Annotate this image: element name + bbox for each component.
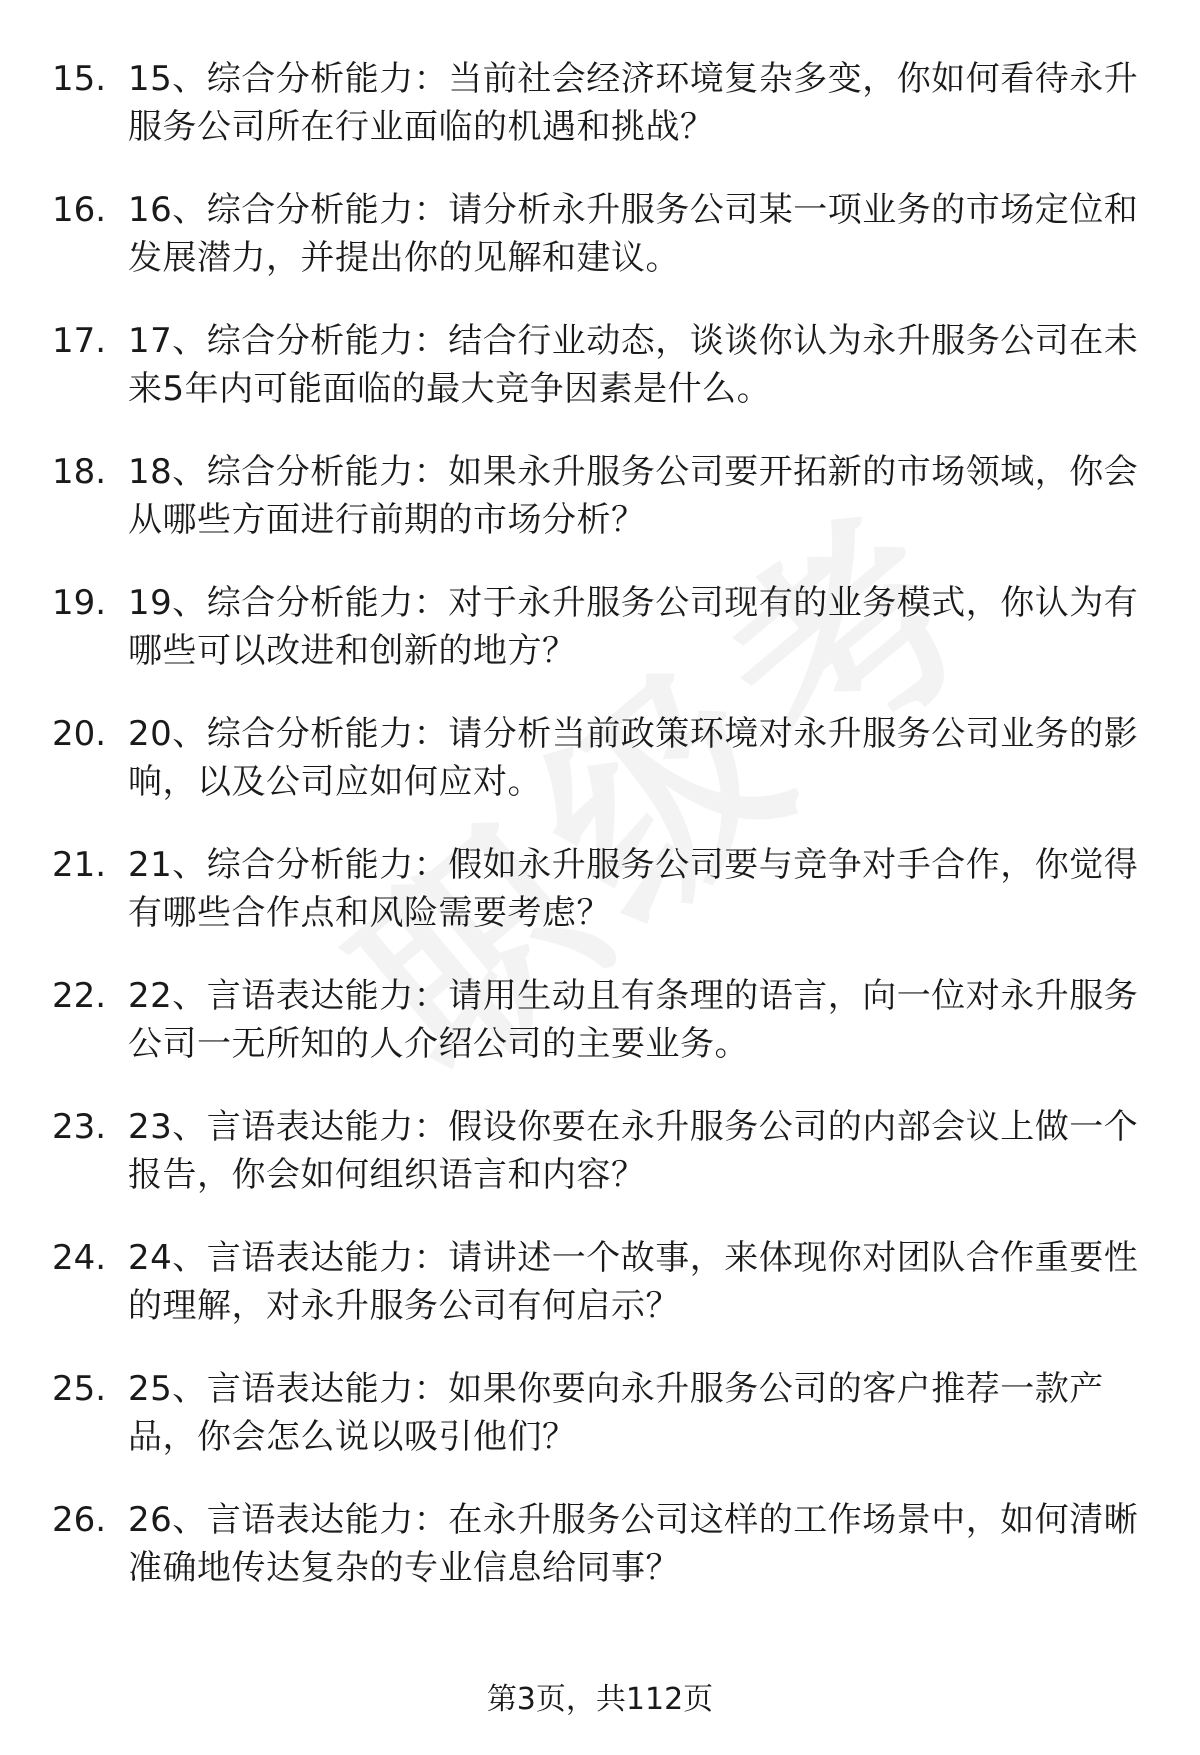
item-number: 19.	[52, 583, 107, 623]
item-number: 26.	[52, 1500, 107, 1540]
list-item	[0, 55, 1200, 186]
item-text: 22、言语表达能力：请用生动且有条理的语言，向一位对永升服务公司一无所知的人介绍公司的主要业务。	[128, 976, 1139, 1064]
list-item	[0, 186, 1200, 317]
item-text: 26、言语表达能力：在永升服务公司这样的工作场景中，如何清晰准确地传达复杂的专业信息给同事？	[128, 1500, 1139, 1588]
item-number: 17.	[52, 321, 107, 361]
item-number: 25.	[52, 1369, 107, 1409]
list-item	[0, 1365, 1200, 1496]
item-text: 21、综合分析能力：假如永升服务公司要与竞争对手合作，你觉得有哪些合作点和风险需要考虑？	[128, 845, 1139, 933]
page-footer: 第3页，共112页	[486, 1682, 714, 1717]
item-number: 16.	[52, 190, 107, 230]
item-number: 20.	[52, 714, 107, 754]
item-text: 20、综合分析能力：请分析当前政策环境对永升服务公司业务的影响，以及公司应如何应对。	[128, 714, 1139, 802]
item-text: 16、综合分析能力：请分析永升服务公司某一项业务的市场定位和发展潜力，并提出你的见解和建议。	[128, 190, 1139, 278]
list-item	[0, 972, 1200, 1103]
question-list	[0, 55, 1200, 1627]
list-item	[0, 579, 1200, 710]
item-number: 23.	[52, 1107, 107, 1147]
list-item	[0, 710, 1200, 841]
item-text: 15、综合分析能力：当前社会经济环境复杂多变，你如何看待永升服务公司所在行业面临的机遇和挑战？	[128, 59, 1139, 147]
list-item	[0, 1103, 1200, 1234]
list-item	[0, 317, 1200, 448]
item-number: 18.	[52, 452, 107, 492]
item-number: 22.	[52, 976, 107, 1016]
item-text: 19、综合分析能力：对于永升服务公司现有的业务模式，你认为有哪些可以改进和创新的地方？	[128, 583, 1139, 671]
item-number: 21.	[52, 845, 107, 885]
item-text: 25、言语表达能力：如果你要向永升服务公司的客户推荐一款产品，你会怎么说以吸引他们？	[128, 1369, 1104, 1457]
list-item	[0, 841, 1200, 972]
item-text: 18、综合分析能力：如果永升服务公司要开拓新的市场领域，你会从哪些方面进行前期的市场分析？	[128, 452, 1139, 540]
list-item	[0, 1234, 1200, 1365]
item-text: 24、言语表达能力：请讲述一个故事，来体现你对团队合作重要性的理解，对永升服务公司有何启示？	[128, 1238, 1139, 1326]
list-item	[0, 448, 1200, 579]
item-number: 15.	[52, 59, 107, 99]
item-text: 17、综合分析能力：结合行业动态，谈谈你认为永升服务公司在未来5年内可能面临的最大竞争因素是什么。	[128, 321, 1139, 409]
list-item	[0, 1496, 1200, 1627]
item-number: 24.	[52, 1238, 107, 1278]
item-text: 23、言语表达能力：假设你要在永升服务公司的内部会议上做一个报告，你会如何组织语言和内容？	[128, 1107, 1139, 1195]
